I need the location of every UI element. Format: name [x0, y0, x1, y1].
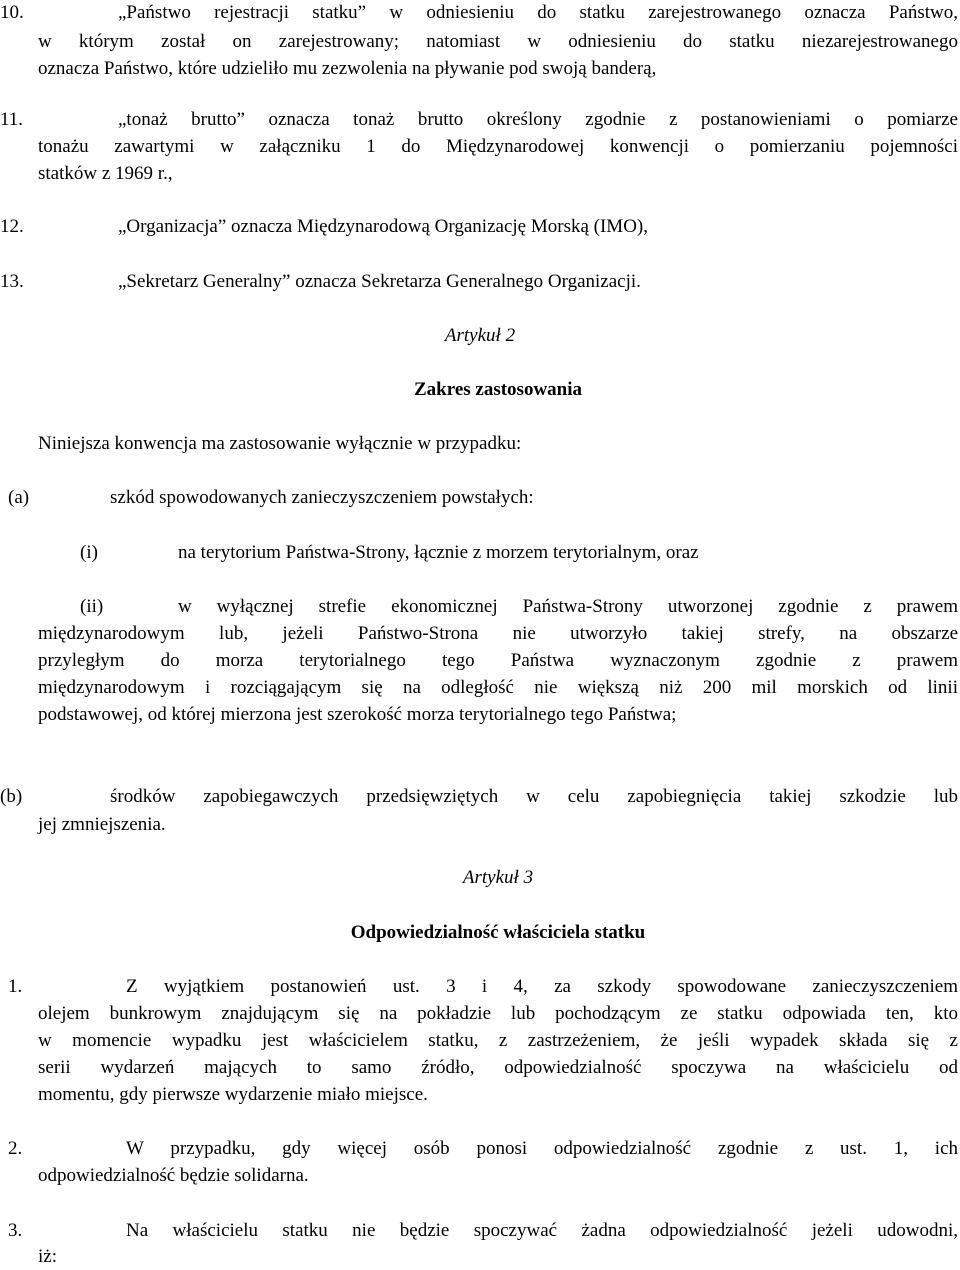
article-2-ii-label: (ii) — [80, 596, 104, 617]
article-3-p1-line-4: serii wydarzeń mających to samo źródło, odpowiedzialność spoczywa na właścicielu od — [38, 1057, 958, 1078]
article-3-p3-line-1: Na właścicielu statku nie będzie spoczywać żadna odpowiedzialność jeżeli udowodni, — [126, 1220, 958, 1241]
article-2-b-line-2: jej zmniejszenia. — [38, 814, 166, 835]
item-12-text: „Organizacja” oznacza Międzynarodową Organizację Morską (IMO), — [118, 216, 648, 237]
item-12-number: 12. — [0, 216, 24, 237]
item-10-line-2: w którym został on zarejestrowany; natomiast w odniesieniu do statku niezarejestrowanego — [38, 31, 958, 52]
article-2-ii-line-4: międzynarodowym i rozciągającym się na odległość nie większą niż 200 mil morskich od linii — [38, 677, 958, 698]
article-3-p2-line-2: odpowiedzialność będzie solidarna. — [38, 1165, 309, 1186]
article-3-label: Artykuł 3 — [462, 867, 534, 888]
item-11-line-3: statków z 1969 r., — [38, 163, 173, 184]
article-2-ii-line-5: podstawowej, od której mierzona jest szerokość morza terytorialnego tego Państwa; — [38, 704, 677, 725]
article-3-p2-line-1: W przypadku, gdy więcej osób ponosi odpowiedzialność zgodnie z ust. 1, ich — [126, 1138, 958, 1159]
item-10-line-3: oznacza Państwo, które udzieliło mu zezwolenia na pływanie pod swoją banderą, — [38, 58, 657, 79]
article-3-p1-number: 1. — [8, 976, 23, 997]
article-3-p1-line-1: Z wyjątkiem postanowień ust. 3 i 4, za szkody spowodowane zanieczyszczeniem — [126, 976, 958, 997]
article-2-intro: Niniejsza konwencja ma zastosowanie wyłącznie w przypadku: — [38, 433, 522, 454]
item-13-number: 13. — [0, 271, 24, 292]
article-2-title: Zakres zastosowania — [413, 379, 583, 400]
article-2-a-text: szkód spowodowanych zanieczyszczeniem powstałych: — [110, 487, 534, 508]
item-11-line-1: „tonaż brutto” oznacza tonaż brutto określony zgodnie z postanowieniami o pomiarze — [118, 109, 958, 130]
item-13-text: „Sekretarz Generalny” oznacza Sekretarza Generalnego Organizacji. — [118, 271, 641, 292]
article-2-b-line-1: środków zapobiegawczych przedsięwziętych w celu zapobiegnięcia takiej szkodzie lub — [110, 786, 958, 807]
article-2-i-text: na terytorium Państwa-Strony, łącznie z morzem terytorialnym, oraz — [178, 542, 699, 563]
article-2-i-label: (i) — [80, 542, 98, 563]
article-2-a-label: (a) — [8, 487, 30, 508]
item-11-line-2: tonażu zawartymi w załączniku 1 do Międzynarodowej konwencji o pomierzaniu pojemności — [38, 136, 958, 157]
article-3-p1-line-3: w momencie wypadku jest właścicielem statku, z zastrzeżeniem, że jeśli wypadek składa się z — [38, 1030, 958, 1051]
article-3-p2-number: 2. — [8, 1138, 23, 1159]
article-2-label: Artykuł 2 — [444, 325, 516, 346]
article-2-ii-line-2: międzynarodowym lub, jeżeli Państwo-Strona nie utworzyło takiej strefy, na obszarze — [38, 623, 958, 644]
article-3-p3-line-2: iż: — [38, 1246, 57, 1267]
article-3-p3-number: 3. — [8, 1220, 23, 1241]
article-2-ii-line-1: w wyłącznej strefie ekonomicznej Państwa-Strony utworzonej zgodnie z prawem — [178, 596, 958, 617]
item-10-line-1: „Państwo rejestracji statku” w odniesieniu do statku zarejestrowanego oznacza Państwo, — [118, 2, 958, 23]
article-2-b-label: (b) — [0, 786, 23, 807]
article-3-title: Odpowiedzialność właściciela statku — [350, 922, 646, 943]
item-10-number: 10. — [0, 2, 24, 23]
item-11-number: 11. — [0, 109, 24, 130]
article-3-p1-line-2: olejem bunkrowym znajdującym się na pokładzie lub pochodzącym ze statku odpowiada ten, kto — [38, 1003, 958, 1024]
article-3-p1-line-5: momentu, gdy pierwsze wydarzenie miało miejsce. — [38, 1084, 428, 1105]
article-2-ii-line-3: przyległym do morza terytorialnego tego Państwa wyznaczonym zgodnie z prawem — [38, 650, 958, 671]
